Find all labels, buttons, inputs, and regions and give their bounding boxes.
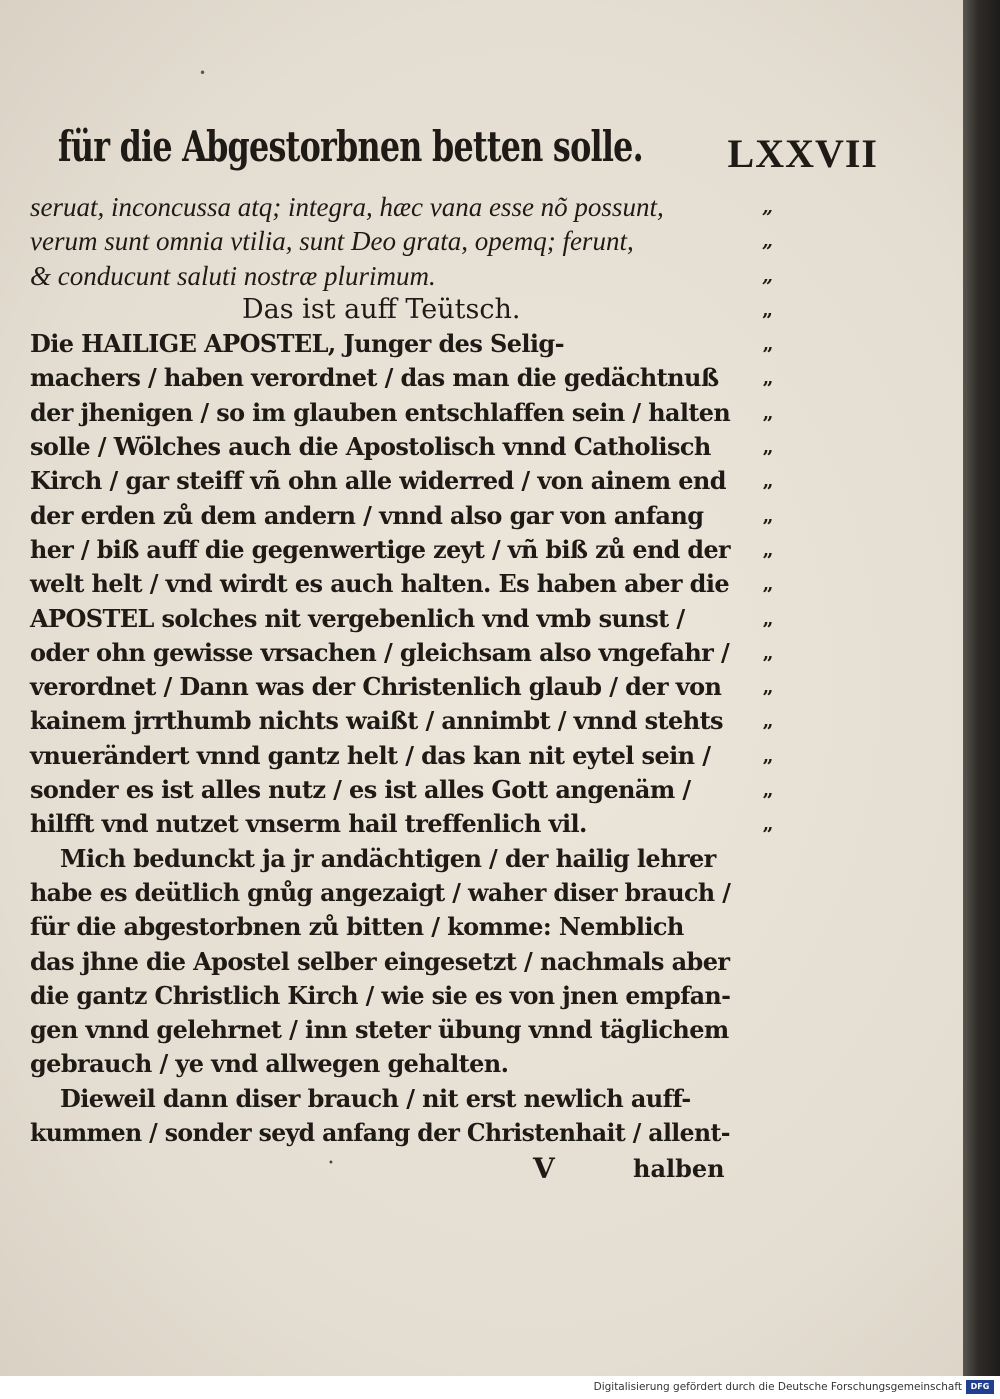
marginal-quote-mark: „: [762, 401, 773, 424]
text-line: [30, 464, 773, 498]
text-line: [30, 704, 773, 738]
line-text: gen vnnd gelehrnet / inn steter übung vnnd täglichem: [30, 1015, 729, 1045]
marginal-quote-mark: „: [762, 504, 773, 527]
marginal-quote-mark: „: [762, 676, 773, 699]
line-text: hilfft vnd nutzet vnserm hail treffenlich vil.: [30, 809, 587, 839]
dfg-logo: DFG: [966, 1380, 994, 1394]
marginal-quote-mark: „: [762, 298, 773, 321]
catchword: halben: [633, 1154, 725, 1183]
line-text: Mich bedunckt ja jr andächtigen / der hailig lehrer: [60, 843, 716, 873]
line-text: sonder es ist alles nutz / es ist alles Gott angenäm /: [30, 775, 691, 805]
folio-number: LXXVII: [727, 131, 878, 176]
text-line: [30, 224, 773, 258]
marginal-quote-mark: „: [762, 779, 773, 802]
line-text: her / biß auff die gegenwertige zeyt / vñ biß zů end der: [30, 534, 730, 564]
text-line: [30, 1013, 765, 1047]
line-text: verordnet / Dann was der Christenlich glaub / der von: [30, 672, 722, 702]
line-text: verum sunt omnia vtilia, sunt Deo grata, opemq; ferunt,: [30, 226, 634, 257]
page-header: [58, 122, 878, 182]
text-line: [30, 327, 773, 361]
marginal-quote-mark: „: [762, 264, 773, 287]
text-line: [30, 1047, 765, 1081]
text-line: [30, 533, 773, 567]
line-text: welt helt / vnd wirdt es auch halten. Es haben aber die: [30, 569, 730, 599]
marginal-quote-mark: „: [762, 607, 773, 630]
text-line: [30, 739, 773, 773]
running-title: für die Abgestorbnen betten solle.: [58, 122, 643, 171]
marginal-quote-mark: „: [762, 813, 773, 836]
line-text: das jhne die Apostel selber eingesetzt / nachmals aber: [30, 946, 730, 976]
text-line: [30, 945, 765, 979]
text-line: [30, 670, 773, 704]
line-text: Die HAILIGE APOSTEL, Junger des Selig-: [30, 329, 564, 359]
line-text: Kirch / gar steiff vñ ohn alle widerred / von ainem end: [30, 466, 726, 496]
marginal-quote-mark: „: [762, 710, 773, 733]
text-line: [30, 876, 765, 910]
line-text: oder ohn gewisse vrsachen / gleichsam also vngefahr /: [30, 637, 730, 667]
line-text: Dieweil dann diser brauch / nit erst newlich auff-: [60, 1083, 691, 1113]
line-text: seruat, inconcussa atq; integra, hæc vana esse nõ possunt,: [30, 192, 664, 222]
ink-dot: •: [328, 1158, 334, 1169]
line-text: machers / haben verordnet / das man die gedächtnuß: [30, 363, 719, 393]
line-text: für die abgestorbnen zů bitten / komme: Nemblich: [30, 912, 684, 942]
ink-speck: •: [199, 66, 207, 80]
funding-credit: Digitalisierung gefördert durch die Deutsche Forschungsgemeinschaft: [593, 1381, 962, 1393]
line-text: der erden zů dem andern / vnnd also gar von anfang: [30, 500, 704, 530]
line-text: gebrauch / ye vnd allwegen gehalten.: [30, 1049, 509, 1079]
line-text: der jhenigen / so im glauben entschlaffen sein / halten: [30, 397, 731, 427]
text-line: [30, 807, 773, 841]
book-spine: [963, 0, 1000, 1376]
marginal-quote-mark: „: [762, 538, 773, 561]
marginal-quote-mark: „: [762, 196, 773, 218]
line-text: Das ist auff Teütsch.: [242, 293, 521, 325]
text-line: [30, 396, 773, 430]
text-line: [30, 567, 773, 601]
text-line: [30, 259, 773, 293]
text-line: [30, 636, 773, 670]
line-text: vnuerändert vnnd gantz helt / das kan nit eytel sein /: [30, 740, 711, 770]
text-line: [30, 979, 765, 1013]
text-line: [30, 430, 773, 464]
text-line: [30, 910, 765, 944]
marginal-quote-mark: „: [762, 367, 773, 390]
signature-mark: V: [533, 1152, 555, 1185]
marginal-quote-mark: „: [762, 470, 773, 493]
text-line: [30, 773, 773, 807]
marginal-quote-mark: „: [762, 744, 773, 767]
text-line: [30, 1082, 765, 1116]
marginal-quote-mark: „: [762, 573, 773, 596]
text-line: [30, 361, 773, 395]
marginal-quote-mark: „: [762, 230, 773, 253]
text-line: [30, 293, 773, 327]
marginal-quote-mark: „: [762, 641, 773, 664]
marginal-quote-mark: „: [762, 436, 773, 459]
text-line: [30, 190, 773, 224]
catchline: [533, 1152, 733, 1192]
text-line: [30, 602, 773, 636]
body-text: [30, 190, 773, 1150]
line-text: solle / Wölches auch die Apostolisch vnnd Catholisch: [30, 432, 711, 462]
text-line: [30, 1116, 765, 1150]
line-text: APOSTEL solches nit vergebenlich vnd vmb sunst /: [30, 603, 685, 633]
text-line: [30, 499, 773, 533]
line-text: habe es deütlich gnůg angezaigt / waher diser brauch /: [30, 877, 731, 907]
line-text: & conducunt saluti nostræ plurimum.: [30, 260, 436, 291]
marginal-quote-mark: „: [762, 333, 773, 356]
footer-bar: [0, 1376, 1000, 1399]
line-text: kummen / sonder seyd anfang der Christenhait / allent-: [30, 1118, 730, 1148]
line-text: kainem jrrthumb nichts waißt / annimbt / vnnd stehts: [30, 706, 723, 736]
text-line: [30, 842, 765, 876]
line-text: die gantz Christlich Kirch / wie sie es von jnen empfan-: [30, 980, 731, 1010]
